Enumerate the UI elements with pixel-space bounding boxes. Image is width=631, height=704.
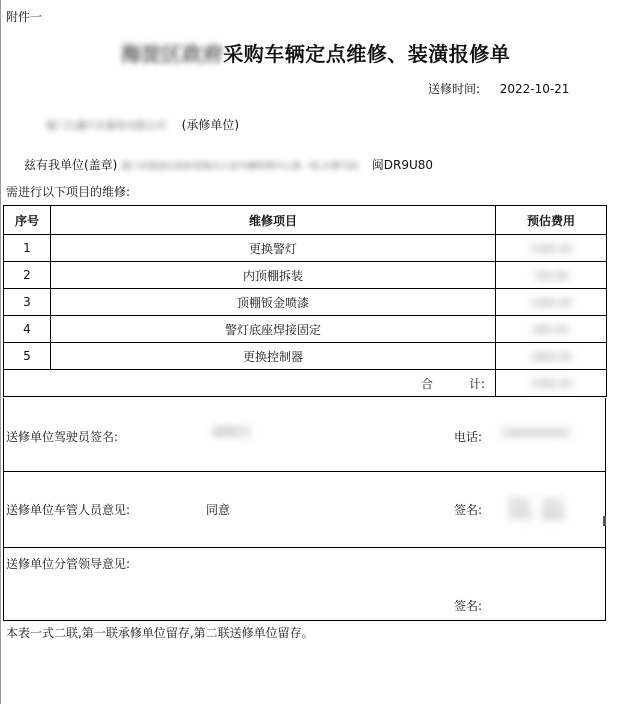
manager-sign-label: 签名:: [454, 503, 483, 517]
footer-note: 本表一式二联,第一联承修单位留存,第二联送修单位留存。: [6, 626, 314, 640]
driver-sign-label: 送修单位驾驶员签名:: [6, 430, 119, 444]
manager-opinion-value: 同意: [206, 503, 231, 517]
row-cost: 800.00: [496, 316, 607, 343]
row-item: 内顶棚拆装: [51, 262, 496, 289]
section-divider: [3, 471, 606, 472]
section-divider: [3, 547, 606, 548]
phone-value: 13600000092: [500, 428, 570, 439]
repair-unit-suffix: (承修单位): [181, 118, 240, 132]
header-cost: 预估费用: [496, 206, 607, 235]
leader-opinion-label: 送修单位分管领导意见:: [6, 557, 131, 571]
repair-items-table: [3, 205, 607, 397]
row-no: 3: [4, 289, 51, 316]
section-right-border: [605, 398, 606, 620]
section-bottom-border: [3, 620, 606, 621]
row-item: 更换控制器: [51, 343, 496, 370]
total-cost: 7000.00: [496, 370, 607, 397]
page-title: [0, 38, 631, 67]
table-row: [4, 343, 607, 370]
title-main: 采购车辆定点维修、装潢报修单: [223, 42, 511, 66]
table-row: [4, 289, 607, 316]
row-no: 5: [4, 343, 51, 370]
row-item: 更换警灯: [51, 235, 496, 262]
repair-date-label: 送修时间:: [428, 82, 481, 96]
row-cost: 700.00: [496, 262, 607, 289]
manager-signature: 陈磊: [508, 496, 573, 526]
sender-plate: 闽DR9U80: [371, 158, 434, 172]
repair-date-value: 2022-10-21: [499, 82, 570, 96]
signature-mark: [603, 516, 606, 526]
row-item: 顶棚钣金喷漆: [51, 289, 496, 316]
table-row: [4, 235, 607, 262]
page-left-border: [0, 0, 1, 704]
sender-label: 兹有我单位(盖章): [24, 158, 118, 172]
table-total-row: [4, 370, 607, 397]
leader-sign-label: 签名:: [454, 599, 483, 613]
row-cost: 1800.00: [496, 343, 607, 370]
table-row: [4, 316, 607, 343]
attachment-label: 附件一: [6, 10, 43, 24]
row-no: 4: [4, 316, 51, 343]
title-blurred-part: 海淀区政府: [120, 42, 224, 66]
need-repair-text: 需进行以下项目的维修:: [6, 185, 131, 199]
row-item: 警灯底座焊接固定: [51, 316, 496, 343]
repair-unit-name: 厦门久鑫汽车服务有限公司: [46, 121, 166, 132]
driver-signature: 林明川: [212, 426, 252, 441]
total-label: 合 计:: [4, 370, 496, 397]
repair-unit-line: [46, 116, 239, 133]
table-row: [4, 262, 607, 289]
sender-line: [24, 156, 433, 173]
header-no: 序号: [4, 206, 51, 235]
phone-label: 电话:: [454, 430, 483, 444]
repair-date: [428, 80, 569, 97]
row-cost: 2300.00: [496, 235, 607, 262]
header-item: 维修项目: [51, 206, 496, 235]
sender-detail: 厦门市海沧区政府采购办公室车辆管理中心第一组,车牌号码: [121, 162, 359, 172]
row-no: 2: [4, 262, 51, 289]
row-no: 1: [4, 235, 51, 262]
section-left-border: [3, 398, 4, 620]
manager-opinion-label: 送修单位车管人员意见:: [6, 503, 131, 517]
table-header-row: [4, 206, 607, 235]
row-cost: 1000.00: [496, 289, 607, 316]
